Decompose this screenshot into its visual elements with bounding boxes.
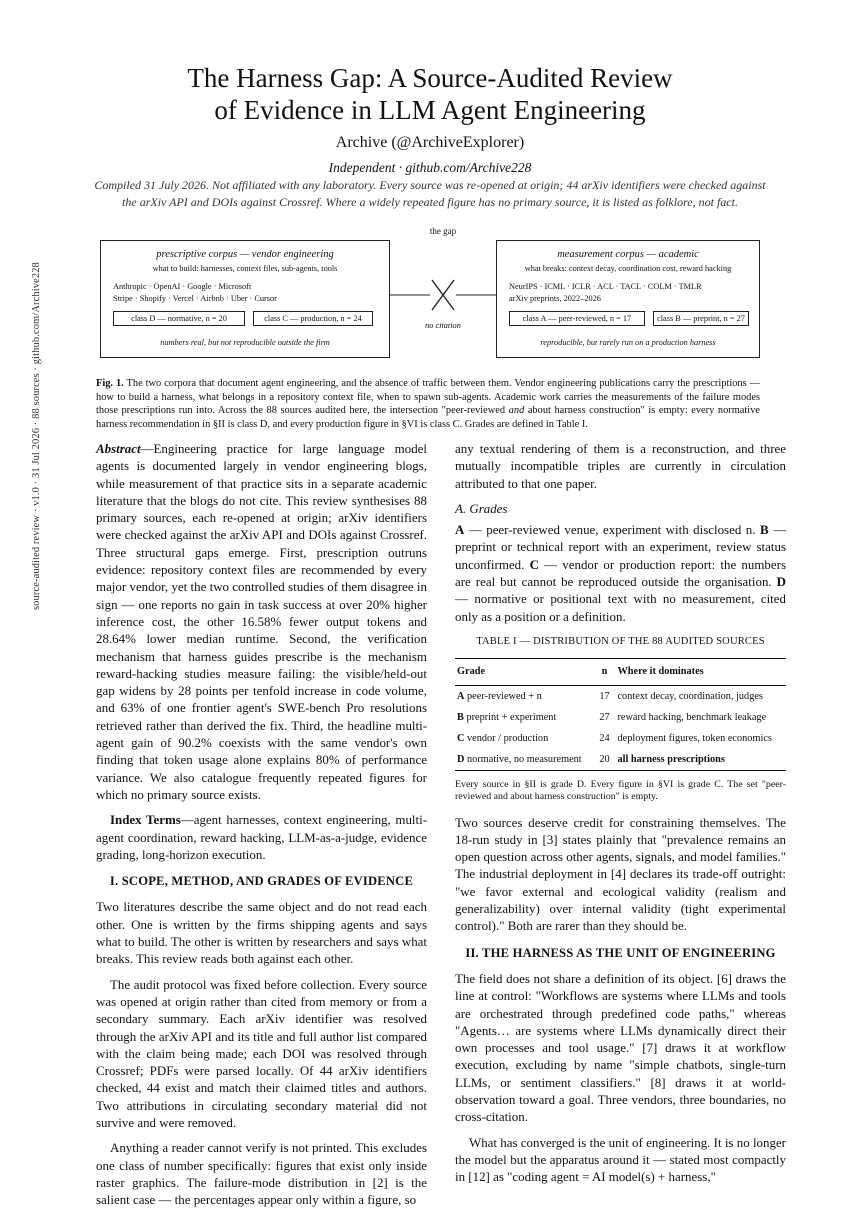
figure-caption <box>96 377 760 431</box>
where-cell: all harness prescriptions <box>615 749 786 771</box>
grades-definitions <box>455 521 786 625</box>
grade-b-letter: B <box>759 522 769 538</box>
grade-cell: C vendor / production <box>457 732 549 744</box>
section-1-paragraph-2: The audit protocol was fixed before collection. Every source was opened at origin rather than cited from memory or from a secondary summary. Each arXiv identifier was resolved through the arXiv API and its title and full author list compared with the claim being made; each DOI was resolved through Crossref; PDFs were parsed locally. Of 44 arXiv identifiers checked, 44 exist and match their claimed titles and authors. Two attributions in circulating secondary material did not survive and were removed. <box>96 976 427 1130</box>
box-subtitle: what breaks: context decay, coordination cost, reward hacking <box>524 264 732 273</box>
abstract-label: Abstract <box>96 441 141 456</box>
where-cell: reward hacking, benchmark leakage <box>617 711 767 723</box>
table-row <box>455 707 786 728</box>
sources-table <box>455 658 786 770</box>
vendor-list-1: Anthropic · OpenAI · Google · Microsoft <box>113 282 252 291</box>
side-margin-text: source-audited review · v1.0 · 31 Jul 2026 · 88 sources · github.com/Archive228 <box>31 262 42 610</box>
table-caption: TABLE I — DISTRIBUTION OF THE 88 AUDITED SOURCES <box>476 635 765 647</box>
caption-text-a: The two corpora that document agent engineering, and the absence of traffic between them. Vendor engineering publications carry the prescriptions — how to build a harness, what belongs in a repository context file, when to spawn sub-agents. Academic work carries the measurements of the failure modes those prescriptions run into. Across the 88 sources audited here, the intersection "peer-reviewed <box>96 378 761 417</box>
table-row <box>455 728 786 749</box>
table-row <box>455 749 786 771</box>
grade-d-text: — normative or positional text with no measurement, cited only as a position or a definition. <box>455 591 786 624</box>
right-column <box>455 440 786 1194</box>
compiled-note: Compiled 31 July 2026. Not affiliated with any laboratory. Every source was re-opened at origin; 44 arXiv identifiers were checked against the arXiv API and DOIs against Crossref. Where a widely repeated figure has no primary source, it is listed as folklore, not fact. <box>94 178 766 209</box>
grade-cell: B preprint + experiment <box>457 711 557 723</box>
side-margin-label <box>30 50 44 610</box>
class-a-box: class A — peer-reviewed, n = 17 <box>509 311 645 326</box>
box-title: measurement corpus — academic <box>557 249 699 260</box>
title-line-2: of Evidence in LLM Agent Engineering <box>214 95 646 125</box>
box-footer: numbers real, but not reproducible outside the firm <box>160 338 330 347</box>
affiliation-line: Independent · github.com/Archive228 <box>328 160 532 175</box>
index-terms-text: —agent harnesses, context engineering, multi-agent coordination, reward hacking, LLM-as-a-judge, evidence grading, long-horizon execution. <box>96 812 427 862</box>
section-1-heading: I. SCOPE, METHOD, AND GRADES OF EVIDENCE <box>109 874 414 889</box>
box-subtitle: what to build: harnesses, context files, sub-agents, tools <box>152 264 338 273</box>
author-line: Archive (@ArchiveExplorer) <box>335 134 525 151</box>
caption-text-b: about harness construction" is empty: every normative harness recommendation in §II is class D, and every production figure in §VI is class C. Grades are defined in Table I. <box>96 405 761 430</box>
section-1-paragraph-1: Two literatures describe the same object and do not read each other. One is written by the firms shipping agents and says what to build. The other is written by researchers and says what breaks. This review reads both against each other. <box>96 899 427 967</box>
count-cell: 24 <box>599 732 610 744</box>
vendor-list-2: Stripe · Shopify · Vercel · Airbnb · Uber · Cursor <box>113 294 277 303</box>
count-cell: 17 <box>599 690 610 702</box>
abstract-text: —Engineering practice for large language model agents is documented largely in vendor engineering blogs, while measurement of that practice sits in a separate academic literature that the blogs do not cite. This review synthesises 88 primary sources, each re-opened at origin; arXiv identifiers were checked against the arXiv API and DOIs against Crossref. Three structural gaps emerge. First, prescription outruns evidence: repository context files are recommended by every major vendor, yet the two controlled studies of them disagree in sign — one reports no gain in task success at over 20% higher inference cost, the other 16.58% fewer output tokens and 28.64% lower median runtime. Second, the verification mechanism that harness guides prescribe is the mechanism reward-hacking studies measure failing: the visible/held-out gap widens by 28 points per tenfold increase in code volume, and 63% of one frontier agent's SWE-bench Pro resolutions retrieved rather than derived the fix. Third, the headline multi-agent gain of 90.2% coexists with the same vendor's own finding that token usage alone explains 80% of performance variance. We also catalogue frequently repeated figures for which no primary source exists. <box>96 441 427 802</box>
venue-list-2: arXiv preprints, 2022–2026 <box>509 294 601 303</box>
gap-label: the gap <box>429 226 457 236</box>
grade-a-letter: A <box>455 522 465 538</box>
section-1-paragraph-3-continued: any textual rendering of them is a reconstruction, and three mutually incompatible triples are currently in circulation attributed to that one paper. <box>455 441 786 491</box>
section-1-paragraph-3: Anything a reader cannot verify is not printed. This excludes one class of number specifically: figures that exist only inside raster graphics. The failure-mode distribution in [2] is the salient case — the percentages appear only within a figure, so <box>96 1140 427 1208</box>
grade-c-text: — vendor or production report: the numbers are real but cannot be reproduced outside the organisation. <box>455 556 786 590</box>
venue-list-1: NeurIPS · ICML · ICLR · ACL · TACL · COLM · TMLR <box>509 282 702 291</box>
where-cell: deployment figures, token economics <box>617 732 772 744</box>
class-c-box: class C — production, n = 24 <box>253 311 373 326</box>
section-2-heading: II. THE HARNESS AS THE UNIT OF ENGINEERING <box>465 945 776 960</box>
index-terms-label: Index Terms <box>110 812 181 828</box>
table-note: Every source in §II is grade D. Every figure in §VI is grade C. The set "peer-reviewed and about harness construction" is empty. <box>455 778 786 803</box>
count-cell: 27 <box>599 711 610 723</box>
caption-label: Fig. 1. <box>96 378 124 389</box>
box-footer: reproducible, but rarely run on a production harness <box>540 338 716 347</box>
grade-cell: D normative, no measurement <box>455 749 593 771</box>
table-header-row <box>455 659 786 685</box>
where-cell: context decay, coordination, judges <box>617 690 763 702</box>
paper-title <box>100 62 760 126</box>
grade-b-text: — preprint or technical report with an experiment, review status unconfirmed. <box>455 522 787 572</box>
grade-a-text: — peer-reviewed venue, experiment with disclosed n. <box>464 522 760 538</box>
credit-paragraph: Two sources deserve credit for constraining themselves. The 18-run study in [3] states plainly that "prevalence remains an open question across other agents, signals, and model families." The industrial deployment in [4] declares its trade-off outright: "we favor external and ecological validity (realism and generalizability) over internal validity (tight experimental control)." Both are rarer than they should be. <box>455 814 786 934</box>
header-where: Where it dominates <box>615 659 786 685</box>
prescriptive-corpus-box <box>100 240 390 358</box>
table-row <box>455 685 786 707</box>
grade-c-letter: C <box>529 556 539 572</box>
grades-heading: A. Grades <box>455 500 508 516</box>
count-cell: 20 <box>593 749 615 771</box>
measurement-corpus-box <box>496 240 760 358</box>
class-d-box: class D — normative, n = 20 <box>113 311 245 326</box>
caption-and: and <box>508 405 525 417</box>
abstract <box>96 440 427 803</box>
box-title: prescriptive corpus — vendor engineering <box>156 249 334 260</box>
section-2-paragraph-2: What has converged is the unit of engineering. It is no longer the model but the apparatus around it — stated most compactly in [12] as "coding agent = AI model(s) + harness," <box>455 1134 786 1185</box>
title-line-1: The Harness Gap: A Source-Audited Review <box>187 63 673 93</box>
no-citation-label: no citation <box>425 321 461 330</box>
class-b-box: class B — preprint, n = 27 <box>653 311 749 326</box>
index-terms <box>96 811 427 863</box>
grade-d-letter: D <box>776 574 786 590</box>
figure-1 <box>100 222 760 364</box>
grade-cell: A peer-reviewed + n <box>457 690 542 702</box>
no-citation-cross-icon <box>390 270 496 320</box>
section-2-paragraph-1: The field does not share a definition of its object. [6] draws the line at control: "Workflows are systems where LLMs and tools are orchestrated through predefined code paths," whereas "Agents… are systems where LLMs dynamically direct their own processes and tool usage." [7] draws it at workflow execution, excluding by name "simple chatbots, single-turn LLMs, or sentiment classifiers." [8] draws it at world-observation toward a goal. Three vendors, three boundaries, no cross-citation. <box>455 970 786 1125</box>
header-n: n <box>593 659 615 685</box>
left-column <box>96 440 427 1216</box>
header-grade: Grade <box>455 659 593 685</box>
